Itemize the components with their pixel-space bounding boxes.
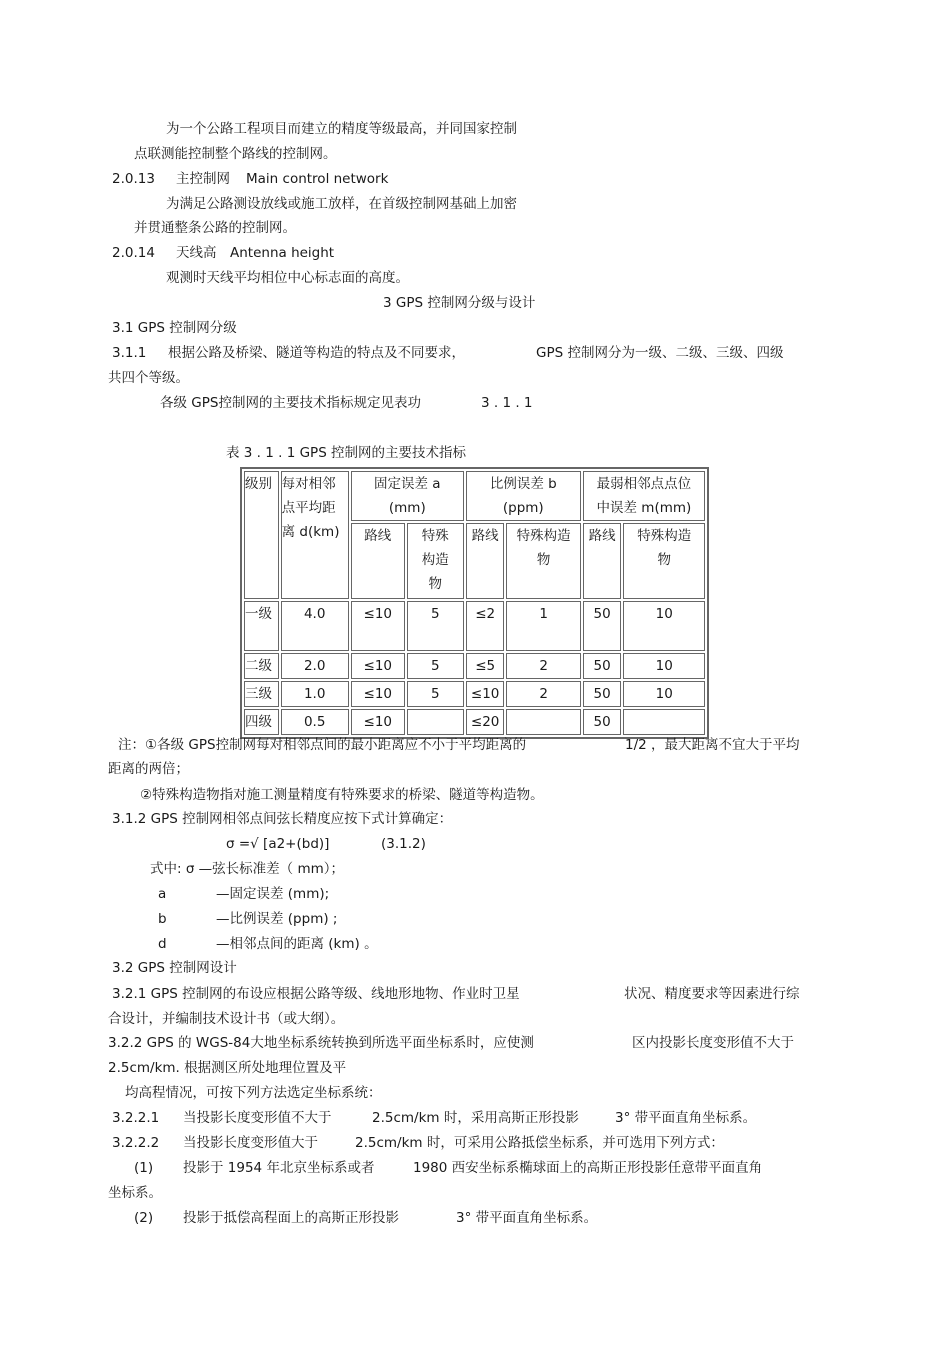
table-reference-number: 3 . 1 . 1 (481, 395, 533, 411)
clause-text: 3.2.2 GPS 的 WGS-84大地坐标系统转换到所选平面坐标系时，应使测 (108, 1035, 534, 1051)
subheader-route: 路线 (466, 523, 505, 599)
clause-text: 2.5cm/km. 根据测区所处地理位置及平 (108, 1060, 347, 1076)
header-proportional-error: 比例误差 b (ppm) (466, 471, 581, 521)
weak-error-route-cell: 50 (583, 601, 622, 651)
prop-error-route-cell: ≤5 (466, 653, 505, 679)
term-number: 2.0.13 (112, 171, 155, 187)
level-cell: 二级 (244, 653, 279, 679)
clause-number: 3.2.2.1 (112, 1110, 160, 1126)
definition-text-line: 为一个公路工程项目而建立的精度等级最高，并同国家控制 (166, 121, 517, 137)
fixed-error-route-cell: ≤10 (351, 653, 405, 679)
prop-error-special-cell (506, 709, 580, 735)
table-note: 注：①各级 GPS控制网每对相邻点间的最小距离应不小于平均距离的 (118, 737, 527, 753)
clause-text: 根据公路及桥梁、隧道等构造的特点及不同要求， (168, 345, 465, 361)
chapter-title: 3 GPS 控制网分级与设计 (383, 295, 536, 311)
prop-error-special-cell: 2 (506, 681, 580, 707)
fixed-error-special-cell: 5 (407, 601, 464, 651)
subheader-route: 路线 (583, 523, 622, 599)
definition-text-line: 为满足公路测设放线或施工放样，在首级控制网基础上加密 (166, 196, 517, 212)
list-item-number: (1) (134, 1160, 154, 1176)
definition-text-line: 观测时天线平均相位中心标志面的高度。 (166, 270, 409, 286)
table-reference: 各级 GPS控制网的主要技术指标规定见表功 (160, 395, 421, 411)
weak-error-special-cell: 10 (623, 653, 705, 679)
table-note: 1/2 ，最大距离不宜大于平均 (625, 737, 800, 753)
distance-cell: 0.5 (281, 709, 349, 735)
clause-text: 共四个等级。 (108, 370, 189, 386)
fixed-error-route-cell: ≤10 (351, 681, 405, 707)
clause-text: 3° 带平面直角坐标系。 (615, 1110, 757, 1126)
term-chinese: 天线高 (176, 245, 217, 261)
formula-symbol: a (158, 886, 167, 902)
formula-number: (3.1.2) (381, 836, 426, 852)
subheader-special-structure: 特殊构造 物 (623, 523, 705, 599)
clause-text: 当投影长度变形值不大于 (183, 1110, 332, 1126)
header-fixed-error: 固定误差 a (mm) (351, 471, 464, 521)
clause-number: 3.2.2.2 (112, 1135, 160, 1151)
section-heading: 3.2 GPS 控制网设计 (112, 960, 237, 976)
term-number: 2.0.14 (112, 245, 155, 261)
term-english: Main control network (246, 171, 389, 187)
subheader-route: 路线 (351, 523, 405, 599)
header-weakest-point-error: 最弱相邻点点位 中误差 m(mm) (583, 471, 705, 521)
term-chinese: 主控制网 (176, 171, 230, 187)
prop-error-route-cell: ≤10 (466, 681, 505, 707)
list-item-text: 1980 西安坐标系椭球面上的高斯正形投影任意带平面直角 (413, 1160, 763, 1176)
header-average-distance: 每对相邻 点平均距 离 d(km) (281, 471, 349, 599)
distance-cell: 2.0 (281, 653, 349, 679)
clause-text: 2.5cm/km 时，采用高斯正形投影 (372, 1110, 579, 1126)
weak-error-route-cell: 50 (583, 681, 622, 707)
formula-symbol-desc: —固定误差 (mm); (216, 886, 330, 902)
list-item-text: 投影于 1954 年北京坐标系或者 (183, 1160, 375, 1176)
table-row (244, 653, 705, 679)
definition-text-line: 并贯通整条公路的控制网。 (134, 220, 296, 236)
clause-text: 合设计，并编制技术设计书（或大纲）。 (108, 1011, 345, 1027)
fixed-error-route-cell: ≤10 (351, 601, 405, 651)
section-heading: 3.1 GPS 控制网分级 (112, 320, 237, 336)
list-item-number: (2) (134, 1210, 154, 1226)
definition-text-line: 点联测能控制整个路线的控制网。 (134, 146, 337, 162)
clause-text: 状况、精度要求等因素进行综 (624, 986, 800, 1002)
table-note: ②特殊构造物指对施工测量精度有特殊要求的桥梁、隧道等构造物。 (140, 787, 544, 803)
fixed-error-route-cell: ≤10 (351, 709, 405, 735)
clause-text: 3.2.1 GPS 控制网的布设应根据公路等级、线地形地物、作业时卫星 (112, 986, 520, 1002)
clause-text: 3.1.2 GPS 控制网相邻点间弦长精度应按下式计算确定： (112, 811, 453, 827)
formula-symbol-desc: —相邻点间的距离 (km) 。 (216, 936, 378, 952)
level-cell: 三级 (244, 681, 279, 707)
list-item-text: 投影于抵偿高程面上的高斯正形投影 (183, 1210, 399, 1226)
weak-error-route-cell: 50 (583, 653, 622, 679)
list-item-text: 坐标系。 (108, 1185, 162, 1201)
formula-symbol-desc: —比例误差 (ppm) ; (216, 911, 338, 927)
formula-symbol: b (158, 911, 167, 927)
level-cell: 四级 (244, 709, 279, 735)
clause-text: 均高程情况，可按下列方法选定坐标系统： (125, 1085, 382, 1101)
weak-error-route-cell: 50 (583, 709, 622, 735)
formula-symbol: d (158, 936, 167, 952)
fixed-error-special-cell: 5 (407, 653, 464, 679)
distance-cell: 1.0 (281, 681, 349, 707)
formula: σ =√ [a2+(bd)] (226, 836, 330, 852)
table-row (244, 681, 705, 707)
clause-number: 3.1.1 (112, 345, 147, 361)
prop-error-special-cell: 1 (506, 601, 580, 651)
clause-text: 2.5cm/km 时，可采用公路抵偿坐标系，并可选用下列方式： (355, 1135, 724, 1151)
prop-error-special-cell: 2 (506, 653, 580, 679)
formula-legend: 式中: σ —弦长标准差（ mm）； (150, 861, 345, 877)
list-item-text: 3° 带平面直角坐标系。 (456, 1210, 598, 1226)
prop-error-route-cell: ≤20 (466, 709, 505, 735)
subheader-special-structure: 特殊构造 物 (506, 523, 580, 599)
fixed-error-special-cell: 5 (407, 681, 464, 707)
weak-error-special-cell: 10 (623, 601, 705, 651)
table-row (244, 601, 705, 651)
clause-text: 区内投影长度变形值不大于 (632, 1035, 794, 1051)
distance-cell: 4.0 (281, 601, 349, 651)
clause-text: GPS 控制网分为一级、二级、三级、四级 (536, 345, 784, 361)
table-caption: 表 3 . 1 . 1 GPS 控制网的主要技术指标 (226, 445, 467, 461)
subheader-special-structure: 特殊 构造 物 (407, 523, 464, 599)
table-row (244, 709, 705, 735)
clause-text: 当投影长度变形值大于 (183, 1135, 318, 1151)
fixed-error-special-cell (407, 709, 464, 735)
header-level: 级别 (244, 471, 279, 599)
term-english: Antenna height (230, 245, 335, 261)
weak-error-special-cell: 10 (623, 681, 705, 707)
technical-index-table (240, 467, 709, 739)
prop-error-route-cell: ≤2 (466, 601, 505, 651)
level-cell: 一级 (244, 601, 279, 651)
table-note: 距离的两倍； (108, 761, 189, 777)
weak-error-special-cell (623, 709, 705, 735)
